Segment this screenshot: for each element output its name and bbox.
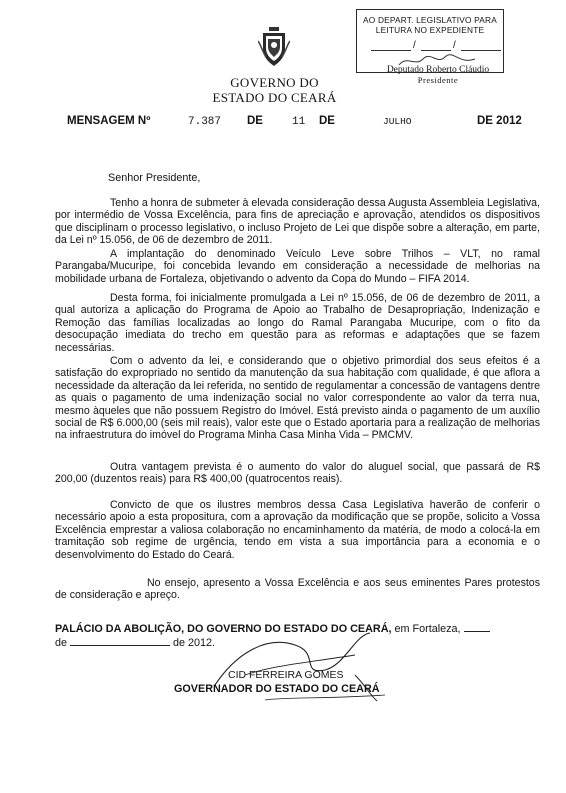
governor-title: GOVERNADOR DO ESTADO DO CEARÁ: [174, 683, 380, 695]
de-b: de 2012.: [173, 637, 216, 649]
message-year: DE 2012: [477, 115, 522, 127]
message-label: MENSAGEM Nº: [67, 115, 151, 127]
paragraph-3: [55, 292, 540, 354]
paragraph-6: [55, 499, 540, 561]
gov-line-1: GOVERNO DO: [230, 75, 319, 90]
salutation: Senhor Presidente,: [108, 172, 201, 184]
governor-name: CID FERREIRA GOMES: [228, 669, 344, 681]
legislative-stamp: [356, 9, 504, 73]
paragraph-4: [55, 355, 540, 442]
city-line: em Fortaleza,: [394, 623, 461, 635]
message-month: JULHO: [383, 116, 412, 127]
stamp-date-blanks: / /: [371, 41, 491, 51]
paragraph-3-text: Desta forma, foi inicialmente promulgada a Lei nº 15.056, de 06 de dezembro de 2011, a qual autoriza a aplicação do Programa de Apoio ao Trabalho de Desapropriação, Indenização e Remoção das famílias localizadas ao longo do Ramal Parangaba Mucuripe, com o fito da desocupação imediata do trecho em questão para as reformas e adaptações que se fazem necessárias.: [55, 292, 540, 354]
stamp-line-1: AO DEPART. LEGISLATIVO PARA: [363, 15, 497, 25]
paragraph-4-text: Com o advento da lei, e considerando que o objetivo primordial dos seus efeitos é a satisfação do expropriado no sentido da manutenção da sua habitação com qualidade, é que aflora a necessidade da alteração da lei referida, no sentido de regulamentar a concessão de vantagens dentre as quais o pagamento de uma indenização social no valor correspondente ao valor da terra nua, mesmo àqueles que não possuem Registro do Imóvel. Está previsto ainda o pagamento de um auxílio social de R$ 6.000,00 (seis mil reais), valor este que o Estado aportaria para a realização de melhorias na infraestrutura do imóvel do Programa Minha Casa Minha Vida – PMCMV.: [55, 355, 540, 442]
paragraph-2-text: A implantação do denominado Veículo Leve sobre Trilhos – VLT, no ramal Parangaba/Mucuripe, foi concebida levando em consideração a necessidade de melhorias na mobilidade urbana de Fortaleza, objetivando o advento da Copa do Mundo – FIFA 2014.: [55, 248, 540, 285]
paragraph-7: [55, 577, 540, 602]
stamp-deputy-name: Deputado Roberto Cláudio: [386, 65, 490, 75]
paragraph-6-text: Convicto de que os ilustres membros dessa Casa Legislativa haverão de conferir o necessário apoio a esta propositura, com a aprovação da modificação que se propõe, solicito a Vossa Excelência emprestar a valiosa colaboração no encaminhamento da matéria, de modo a colocá-la em tramitação sob regime de urgência, tendo em vista a sua importância para a economia e o desenvolvimento do Estado do Ceará.: [55, 499, 540, 561]
stamp-line-2: LEITURA NO EXPEDIENTE: [375, 25, 485, 35]
stamp-deputy-role: Presidente: [417, 75, 459, 85]
gov-line-2: ESTADO DO CEARÁ: [212, 90, 337, 105]
paragraph-5: [55, 461, 540, 486]
message-day: 11: [292, 116, 306, 128]
stamp-deputy: [383, 65, 493, 85]
de-a: de: [55, 637, 68, 649]
palace-line: PALÁCIO DA ABOLIÇÃO, DO GOVERNO DO ESTADO DO CEARÁ,: [55, 623, 392, 635]
day-blank: [464, 622, 490, 632]
message-de-2: DE: [319, 115, 335, 127]
government-name: [212, 75, 337, 105]
message-de-1: DE: [247, 115, 263, 127]
paragraph-5-text: Outra vantagem prevista é o aumento do valor do aluguel social, que passará de R$ 200,00 (duzentos reais) para R$ 400,00 (quatrocentos reais).: [55, 461, 540, 486]
paragraph-7-text: No ensejo, apresento a Vossa Excelência e aos seus eminentes Pares protestos de consideração e apreço.: [55, 577, 540, 602]
message-header: [67, 115, 547, 131]
paragraph-1-text: Tenho a honra de submeter à elevada consideração dessa Augusta Assembleia Legislativa, por intermédio de Vossa Excelência, para fins de apreciação e aprovação, atendidos os dispositivos que disciplinam o processo legislativo, o incluso Projeto de Lei que dispõe sobre a alteração, em parte, da Lei nº 15.056, de 06 de dezembro de 2011.: [55, 197, 540, 247]
paragraph-2: [55, 248, 540, 285]
month-blank: [70, 636, 170, 646]
state-coat-of-arms-icon: [258, 27, 290, 67]
paragraph-1: [55, 197, 540, 247]
message-number: 7.387: [188, 116, 222, 128]
